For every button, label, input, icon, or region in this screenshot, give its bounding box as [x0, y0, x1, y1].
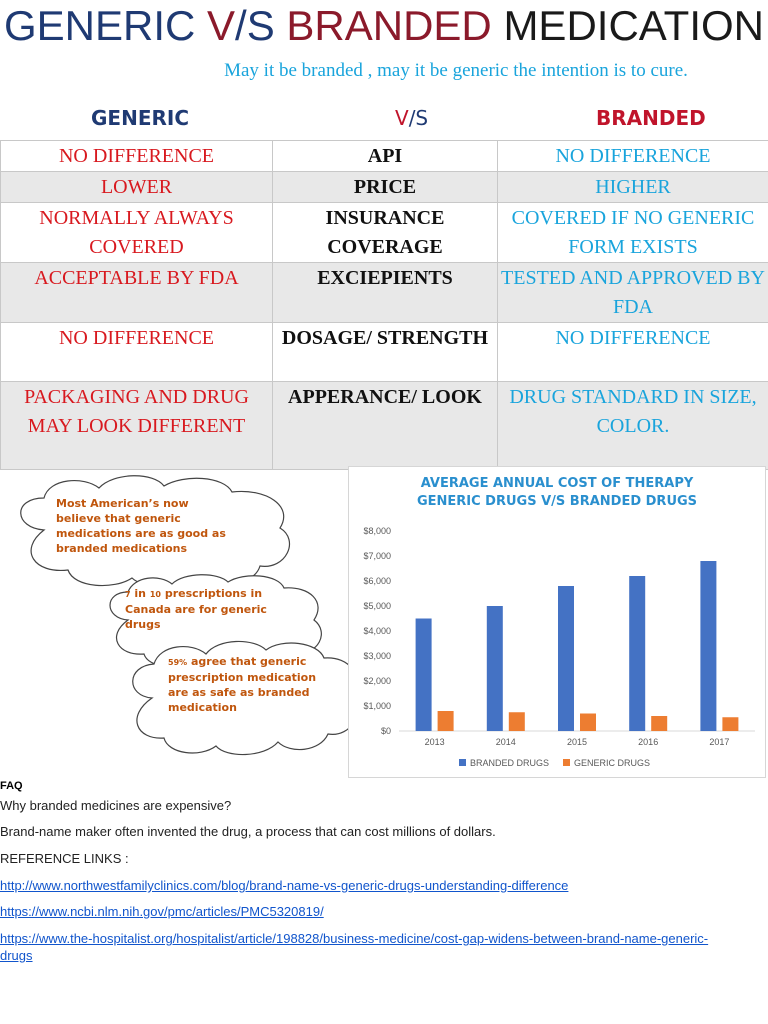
criterion-cell: EXCIEPIENTS [273, 263, 498, 323]
generic-bar-2014 [509, 712, 525, 731]
cloud-text-1: Most American’s now believe that generic medications are as good as branded medications [56, 497, 226, 555]
stat-percent: 59% [168, 658, 188, 667]
subtitle: May it be branded , may it be generic the intention is to cure. [224, 60, 688, 81]
stat-ten: 10 [149, 590, 161, 599]
criterion-cell: APPERANCE/ LOOK [273, 382, 498, 470]
x-tick-label: 2014 [495, 737, 516, 747]
cost-chart [348, 466, 766, 778]
faq-question: Why branded medicines are expensive? [0, 798, 232, 813]
legend-label: GENERIC DRUGS [574, 758, 651, 768]
y-tick-label: $2,000 [363, 676, 391, 686]
y-tick-label: $1,000 [363, 701, 391, 711]
table-row [1, 172, 768, 203]
legend-label: BRANDED DRUGS [470, 758, 550, 768]
chart-title-line1: AVERAGE ANNUAL COST OF THERAPY [420, 476, 694, 491]
chart-plot [349, 467, 765, 777]
faq-label: FAQ [0, 780, 23, 792]
title-vs-v: V [207, 2, 236, 49]
x-tick-label: 2016 [638, 737, 659, 747]
criterion-cell: INSURANCE COVERAGE [273, 203, 498, 263]
x-tick-label: 2015 [566, 737, 588, 747]
generic-cell: NO DIFFERENCE [1, 323, 273, 382]
branded-bar-2015 [558, 586, 574, 731]
criterion-cell: DOSAGE/ STRENGTH [273, 323, 498, 382]
criterion-cell: API [273, 141, 498, 172]
header-branded: BRANDED [596, 106, 706, 130]
generic-bar-2016 [651, 716, 667, 731]
criterion-cell: PRICE [273, 172, 498, 203]
faq-answer: Brand-name maker often invented the drug, a process that can cost millions of dollars. [0, 824, 496, 839]
title-branded: BRANDED [286, 2, 492, 49]
branded-bar-2016 [629, 576, 645, 731]
title-vs [207, 2, 275, 49]
y-tick-label: $4,000 [363, 626, 391, 636]
reference-link-3[interactable]: https://www.the-hospitalist.org/hospitalist/article/198828/business-medicine/cost-gap-widens-between-brand-name-generic-drugs [0, 931, 709, 963]
header-vs-v: V [395, 106, 409, 130]
branded-cell: COVERED IF NO GENERIC FORM EXISTS [498, 203, 768, 263]
stat-rest-3: agree that generic prescription medication are as safe as branded medication [168, 655, 317, 714]
title-vs-s: /S [235, 2, 275, 49]
header-vs [395, 106, 428, 130]
branded-bar-2013 [416, 619, 432, 732]
x-tick-label: 2013 [424, 737, 445, 747]
generic-cell: NO DIFFERENCE [1, 141, 273, 172]
stat-rest: prescriptions in Canada are for generic drugs [125, 587, 267, 631]
x-tick-label: 2017 [709, 737, 730, 747]
generic-cell: LOWER [1, 172, 273, 203]
branded-cell: HIGHER [498, 172, 768, 203]
chart-title-line2: GENERIC DRUGS V/S BRANDED DRUGS [416, 494, 698, 509]
branded-cell: TESTED AND APPROVED BY FDA [498, 263, 768, 323]
generic-bar-2015 [580, 714, 596, 732]
generic-cell: ACCEPTABLE BY FDA [1, 263, 273, 323]
branded-cell: NO DIFFERENCE [498, 323, 768, 382]
table-row [1, 141, 768, 172]
y-tick-label: $8,000 [363, 526, 391, 536]
stat-in: in [130, 587, 150, 600]
table-row [1, 323, 768, 382]
y-tick-label: $3,000 [363, 651, 391, 661]
y-tick-label: $5,000 [363, 601, 391, 611]
comparison-table [0, 140, 768, 470]
header-vs-s: /S [408, 106, 429, 130]
stat-seven: 7 [125, 590, 131, 599]
generic-bar-2017 [722, 717, 738, 731]
table-row [1, 263, 768, 323]
generic-cell: NORMALLY ALWAYS COVERED [1, 203, 273, 263]
table-row [1, 382, 768, 470]
title-medication: MEDICATION [503, 2, 764, 49]
branded-cell: DRUG STANDARD IN SIZE, COLOR. [498, 382, 768, 470]
generic-bar-2013 [438, 711, 454, 731]
branded-cell: NO DIFFERENCE [498, 141, 768, 172]
cloud-text-2 [125, 586, 305, 632]
legend-swatch [459, 759, 466, 766]
table-row [1, 203, 768, 263]
cloud-callout-3 [122, 636, 362, 760]
header-generic: GENERIC [91, 106, 189, 130]
reference-link-2[interactable]: https://www.ncbi.nlm.nih.gov/pmc/articles/PMC5320819/ [0, 904, 324, 919]
generic-cell: PACKAGING AND DRUG MAY LOOK DIFFERENT [1, 382, 273, 470]
reference-link-1[interactable]: http://www.northwestfamilyclinics.com/blog/brand-name-vs-generic-drugs-understanding-difference [0, 878, 569, 893]
page-title [0, 2, 768, 50]
cloud-text-3 [168, 654, 328, 715]
branded-bar-2014 [487, 606, 503, 731]
y-tick-label: $0 [380, 726, 391, 736]
branded-bar-2017 [700, 561, 716, 731]
y-tick-label: $6,000 [363, 576, 391, 586]
legend-swatch [563, 759, 570, 766]
reference-label: REFERENCE LINKS : [0, 851, 129, 866]
title-generic: GENERIC [3, 2, 196, 49]
y-tick-label: $7,000 [363, 551, 391, 561]
